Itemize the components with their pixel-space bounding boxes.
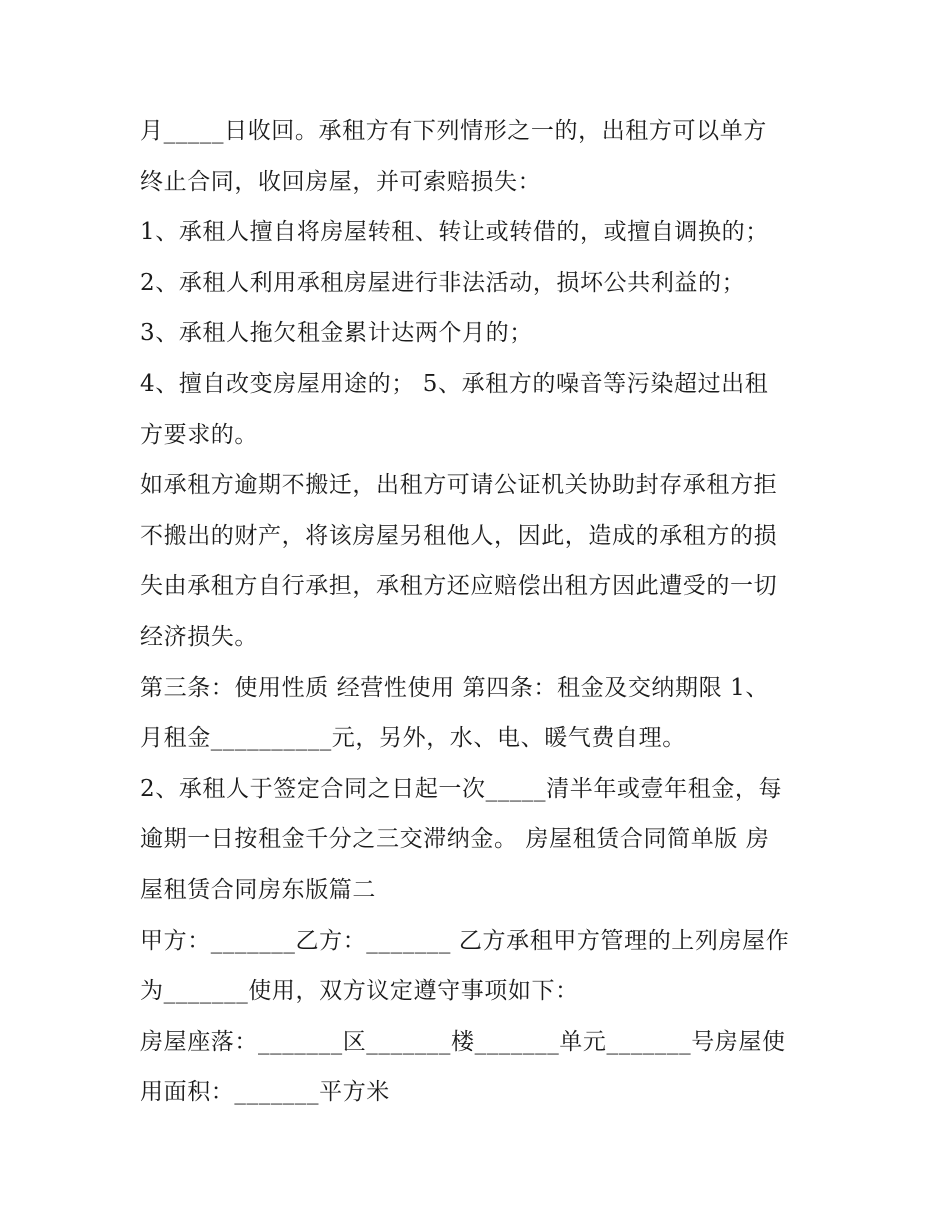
text-line: 甲方：_______乙方：_______ 乙方承租甲方管理的上列房屋作 (140, 927, 790, 954)
text-line: 逾期一日按租金千分之三交滞纳金。 房屋租赁合同简单版 房 (140, 826, 770, 853)
text-line: 房屋座落：_______区_______楼_______单元_______号房屋使 (140, 1028, 786, 1055)
text-line: 1、承租人擅自将房屋转租、转让或转借的，或擅自调换的； (140, 219, 769, 246)
text-line: 3、承租人拖欠租金累计达两个月的； (140, 320, 533, 347)
text-line: 方要求的。 (140, 421, 258, 448)
text-line: 月_____日收回。承租方有下列情形之一的，出租方可以单方 (140, 118, 767, 144)
text-line: 屋租赁合同房东版篇二 (140, 876, 376, 903)
text-line: 2、承租人利用承租房屋进行非法活动，损坏公共利益的； (140, 269, 746, 296)
text-line: 失由承租方自行承担，承租方还应赔偿出租方因此遭受的一切 (140, 573, 778, 600)
document-body (140, 106, 820, 1118)
text-line: 终止合同，收回房屋，并可索赔损失： (140, 168, 542, 195)
text-line: 月租金__________元，另外，水、电、暖气费自理。 (140, 725, 686, 752)
text-line: 经济损失。 (140, 623, 258, 650)
text-line: 4、擅自改变房屋用途的； 5、承租方的噪音等污染超过出租 (140, 370, 769, 397)
text-line: 2、承租人于签定合同之日起一次_____清半年或壹年租金，每 (140, 775, 783, 802)
text-line: 不搬出的财产，将该房屋另租他人，因此，造成的承租方的损 (140, 522, 778, 549)
text-line: 用面积：_______平方米 (140, 1079, 390, 1106)
text-line: 为_______使用，双方议定遵守事项如下： (140, 978, 579, 1005)
text-line: 第三条：使用性质 经营性使用 第四条：租金及交纳期限 1、 (140, 674, 769, 701)
text-line: 如承租方逾期不搬迁，出租方可请公证机关协助封存承租方拒 (140, 472, 778, 499)
